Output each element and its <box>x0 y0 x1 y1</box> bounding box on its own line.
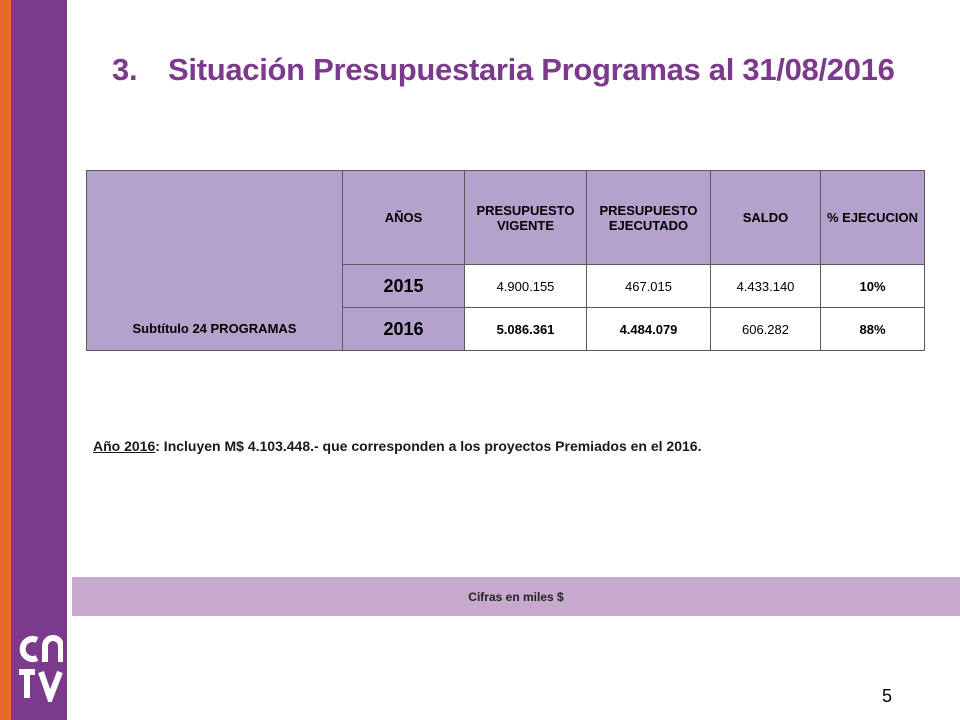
purple-side-bar <box>11 0 67 720</box>
col-header-ejecutado: PRESUPUESTO EJECUTADO <box>587 171 711 265</box>
cntv-logo <box>17 632 63 702</box>
ejecutado-cell: 467.015 <box>587 265 711 308</box>
budget-table <box>86 170 925 351</box>
ejecucion-cell: 10% <box>821 265 925 308</box>
title-text: Situación Presupuestaria Programas al 31/08/2016 <box>168 52 895 87</box>
row-header-cell <box>87 171 343 351</box>
saldo-cell: 606.282 <box>711 308 821 351</box>
col-header-ejecucion: % EJECUCION <box>821 171 925 265</box>
saldo-cell: 4.433.140 <box>711 265 821 308</box>
table-header-row <box>87 171 925 265</box>
col-header-years: AÑOS <box>343 171 465 265</box>
footnote-label: Año 2016 <box>93 438 156 454</box>
footnote-text: : Incluyen M$ 4.103.448.- que corresponden a los proyectos Premiados en el 2016. <box>155 438 702 454</box>
units-band <box>72 577 960 616</box>
footnote <box>93 438 701 454</box>
orange-side-bar <box>0 0 11 720</box>
title-number: 3. <box>112 52 138 87</box>
col-header-vigente: PRESUPUESTO VIGENTE <box>465 171 587 265</box>
page-title <box>112 52 895 88</box>
ejecutado-cell: 4.484.079 <box>587 308 711 351</box>
units-label: Cifras en miles $ <box>468 589 564 604</box>
year-cell: 2015 <box>343 265 465 308</box>
page-number: 5 <box>882 686 893 706</box>
col-header-saldo: SALDO <box>711 171 821 265</box>
ejecucion-cell: 88% <box>821 308 925 351</box>
vigente-cell: 5.086.361 <box>465 308 587 351</box>
vigente-cell: 4.900.155 <box>465 265 587 308</box>
row-header-label: Subtítulo 24 PROGRAMAS <box>132 321 297 336</box>
year-cell: 2016 <box>343 308 465 351</box>
